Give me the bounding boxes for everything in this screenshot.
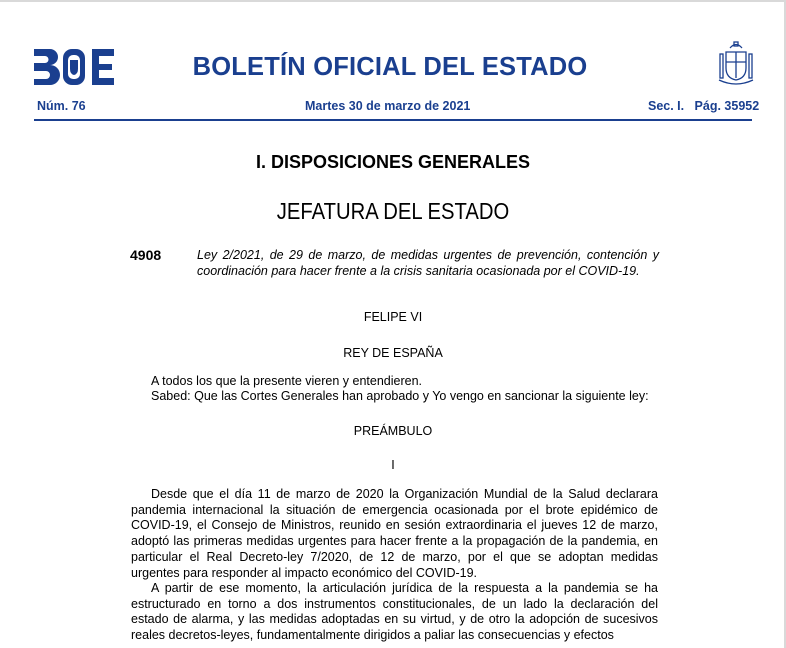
preamble-heading: PREÁMBULO — [353, 424, 433, 438]
law-title: Ley 2/2021, de 29 de marzo, de medidas urgentes de prevención, contención y coordinación para hacer frente a la crisis sanitaria ocasionada por el COVID-19. — [197, 248, 659, 278]
promulgation-line-2: Sabed: Que las Cortes Generales han aprobado y Yo vengo en sancionar la siguiente ley: — [151, 389, 649, 403]
section-page: Sec. I. Pág. 35952 — [648, 99, 760, 113]
paragraph-1: Desde que el día 11 de marzo de 2020 la Organización Mundial de la Salud declarara pandemia internacional la situación de emergencia ocasionada por el brote epidémico de COVID-19, el Consejo de Ministros, reunido en sesión extraordinaria el jueves 12 de marzo, adoptó las primeras medidas urgentes para hacer frente a la propagación de la pandemia, en particular el Real Decreto-ley 7/2020, de 12 de marzo, por el que se adoptan medidas urgentes para responder al impacto económico del COVID-19. — [131, 487, 658, 580]
roman-numeral-heading: I — [391, 458, 395, 472]
boe-logo — [34, 49, 114, 85]
bulletin-title: BOLETÍN OFICIAL DEL ESTADO — [192, 53, 588, 81]
promulgation-line-1: A todos los que la presente vieren y entendieren. — [151, 374, 423, 388]
king-title: REY DE ESPAÑA — [343, 346, 443, 360]
issue-date: Martes 30 de marzo de 2021 — [305, 99, 471, 113]
section-heading: I. DISPOSICIONES GENERALES — [255, 152, 531, 172]
header-divider — [34, 119, 752, 121]
paragraph-2: A partir de ese momento, la articulación jurídica de la respuesta a la pandemia se ha estructurado en torno a dos instrumentos constitucionales, de un lado la declaración del estado de alarma, y las medidas adoptadas en su virtud, y de otro la adopción de sucesivos reales decretos-leyes, fundamentalmente dirigidos a paliar las consecuencias y efectos — [131, 581, 658, 643]
page-top-border — [0, 0, 786, 2]
king-name: FELIPE VI — [363, 310, 423, 324]
organism-heading: JEFATURA DEL ESTADO — [276, 198, 510, 224]
coat-of-arms-icon — [718, 40, 754, 88]
document-number: 4908 — [130, 247, 162, 263]
issue-number: Núm. 76 — [37, 99, 86, 113]
